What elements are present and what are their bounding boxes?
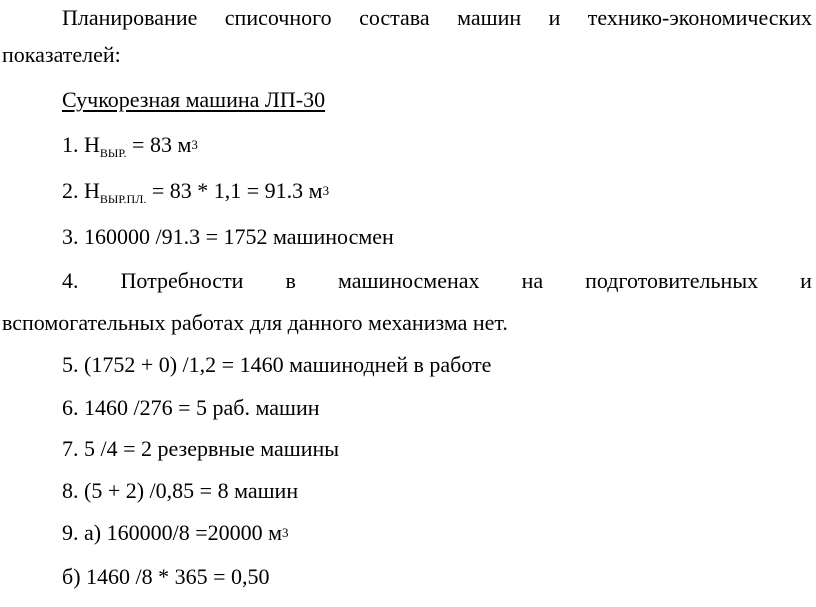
item-4-word: подготовительных [585,268,759,293]
heading-word: Планирование [62,5,198,30]
machine-title: Сучкорезная машина ЛП-30 [62,87,326,112]
item-9a [62,522,289,544]
item-8: 8. (5 + 2) /0,85 = 8 машин [62,478,299,503]
item-2 [62,178,330,206]
item-5: 5. (1752 + 0) /1,2 = 1460 машинодней в работе [62,352,492,377]
item-4-word: 4. [62,268,79,293]
item-3: 3. 160000 /91.3 = 1752 машиносмен [62,224,394,249]
item-9a-text: 9. а) 160000/8 =20000 м [62,520,283,545]
item-9b: б) 1460 /8 * 365 = 0,50 [62,564,270,589]
item-4-word: Потребности [120,268,244,293]
item-6: 6. 1460 /276 = 5 раб. машин [62,395,320,420]
heading-line-2: показателей: [2,42,121,67]
heading-word: технико-экономических [587,5,812,30]
item-4-line-2: вспомогательных работах для данного механизма нет. [2,310,508,335]
heading-word: списочного [224,5,332,30]
item-2-superscript: 3 [322,183,330,198]
item-7: 7. 5 /4 = 2 резервные машины [62,436,340,461]
item-9a-superscript: 3 [282,525,289,540]
item-4-word: и [800,268,812,293]
item-1 [62,132,198,160]
item-2-subscript: ВЫР.ПЛ. [99,192,147,206]
heading-word: состава [359,5,430,30]
item-1-rest: = 83 м [126,132,192,157]
item-4-word: машиносменах [337,268,480,293]
item-2-rest: = 83 * 1,1 = 91.3 м [146,178,323,203]
heading-word: машин [457,5,522,30]
item-1-superscript: 3 [191,137,198,152]
item-4-line-1 [62,270,812,292]
item-4-word: в [285,268,296,293]
heading-line-1 [62,7,812,29]
item-4-word: на [521,268,544,293]
heading-word: и [548,5,561,30]
item-2-prefix: 2. Н [62,178,100,203]
item-1-subscript: ВЫР. [99,146,127,160]
item-1-prefix: 1. Н [62,132,100,157]
